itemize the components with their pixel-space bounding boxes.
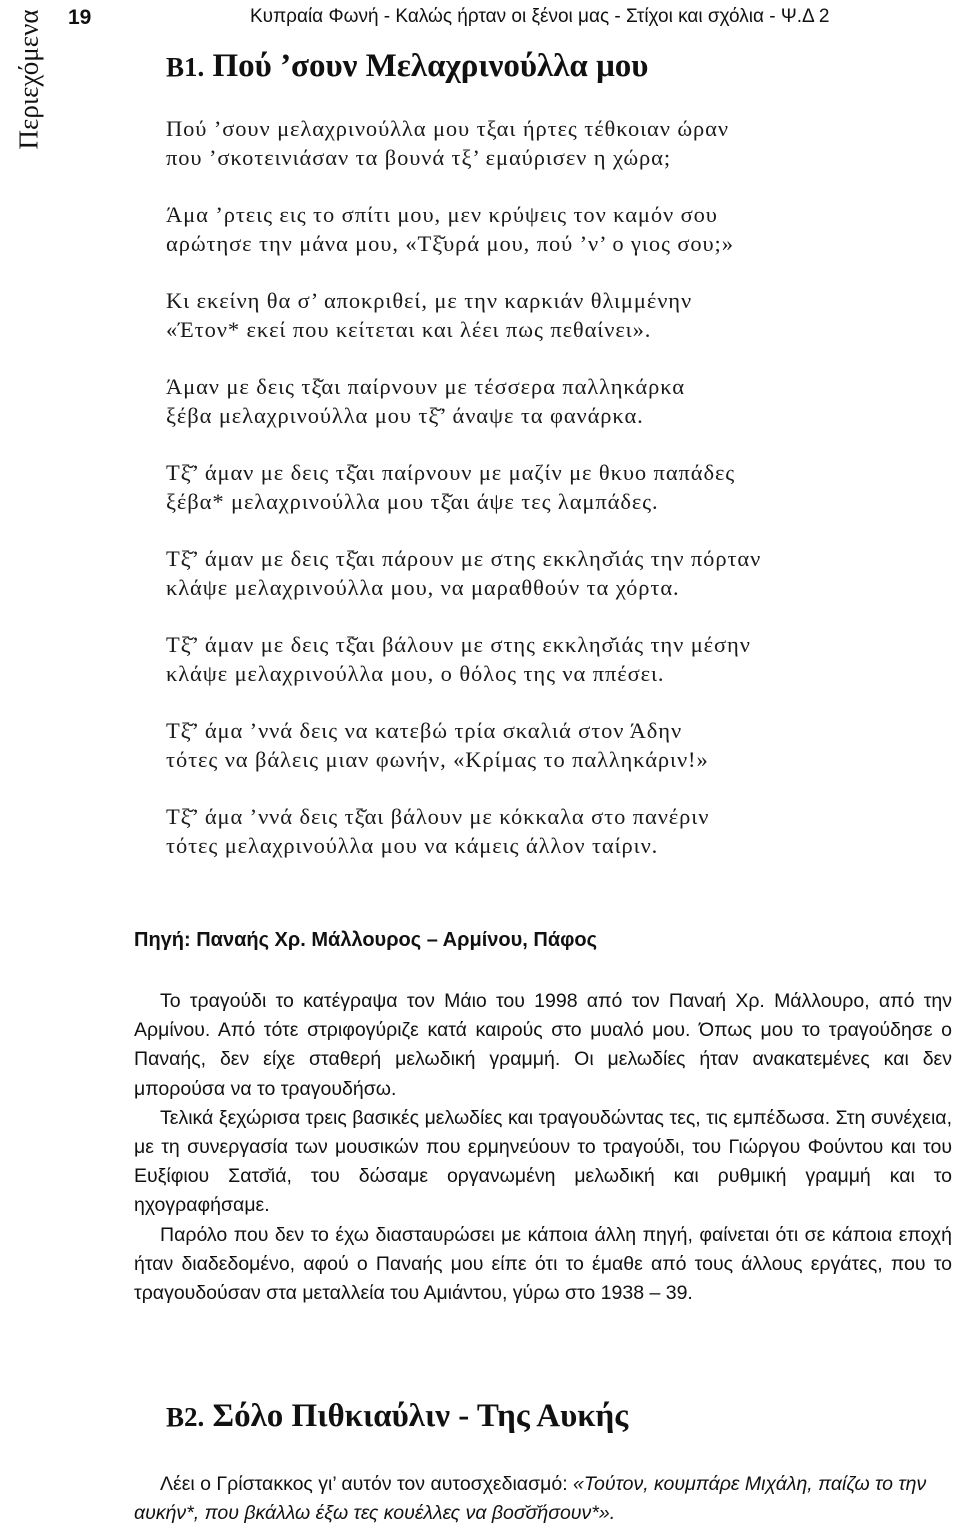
- poem-line: Άμαν με δεις τξ̆αι παίρνουν με τέσσερα παλληκάρκα: [166, 374, 685, 399]
- stanza: [166, 458, 946, 516]
- poem-line: Τξ̆’ άμαν με δεις τξ̆αι βάλουν με στης εκκλησ̆ιάς την μέσην: [166, 632, 751, 657]
- section-number: Β1.: [166, 52, 205, 82]
- stanza: [166, 200, 946, 258]
- contents-label: Περιεχόμενα: [13, 9, 44, 149]
- poem-line: Τξ̆’ άμα ’ννά δεις να κατεβώ τρία σκαλιά στον Άδην: [166, 718, 683, 743]
- commentary-paragraph: Τελικά ξεχώρισα τρεις βασικές μελωδίες και τραγουδώντας τες, τις εμπέδωσα. Στη συνέχεια, με τη συνεργασία των μουσικών που ερμηνεύουν το τραγούδι, του Γιώργου Φούντου και του Ευξίφιου Σατσ̆ιά, του δώσαμε οργανωμένη μελωδική και ρυθμική γραμμή και το ηχογραφήσαμε.: [134, 1106, 952, 1217]
- section-title-text: Σόλο Πιθκιαύλιν - Της Αυκής: [212, 1398, 629, 1434]
- poem-line: Τξ̆’ άμαν με δεις τξ̆αι πάρουν με στης εκκλησ̆ιάς την πόρταν: [166, 546, 762, 571]
- sidebar: [0, 0, 58, 1530]
- stanza: [166, 286, 946, 344]
- poem-line: που ’σκοτεινιάσαν τα βουνά τξ’ εμαύρισεν η χώρα;: [166, 145, 672, 170]
- intro-paragraph: [134, 1470, 952, 1528]
- commentary-paragraph: Το τραγούδι το κατέγραψα τον Μάιο του 1998 από τον Παναή Χρ. Μάλλουρο, από την Αρμίνου. Από τότε στριφογύριζε κατά καιρούς στο μυαλό μου. Όπως μου το τραγούδησε ο Παναής, δεν είχε σταθερή μελωδική γραμμή. Οι μελωδίες ήταν ανακατεμένες και δεν μπορούσα να το τραγουδήσω.: [134, 990, 952, 1100]
- poem-line: κλάψε μελαχρινούλλα μου, ο θόλος της να ππέσει.: [166, 661, 665, 686]
- section-title-text: Πού ’σουν Μελαχρινούλλα μου: [212, 48, 649, 84]
- poem-line: τότες να βάλεις μιαν φωνήν, «Κρίμας το παλληκάριν!»: [166, 747, 709, 772]
- poem-line: τότες μελαχρινούλλα μου να κάμεις άλλον ταίριν.: [166, 833, 659, 858]
- section-intro: [134, 1470, 952, 1528]
- poem-line: αρώτησε την μάνα μου, «Τξ̆υρά μου, πού ’ν’ ο γιος σου;»: [166, 231, 734, 256]
- poem-line: Τξ̆’ άμα ’ννά δεις τξ̆αι βάλουν με κόκκαλα στο πανέριν: [166, 804, 710, 829]
- poem: [166, 114, 946, 888]
- running-header: Κυπραία Φωνή - Καλώς ήρταν οι ξένοι μας - Στίχοι και σχόλια - Ψ.Δ 2: [250, 6, 830, 27]
- page-number: 19: [68, 6, 92, 29]
- poem-line: ξέβα* μελαχρινούλλα μου τξ̆αι άψε τες λαμπάδες.: [166, 489, 659, 514]
- poem-line: Άμα ’ρτεις εις το σπίτι μου, μεν κρύψεις τον καμόν σου: [166, 202, 718, 227]
- poem-line: κλάψε μελαχρινούλλα μου, να μαραθθούν τα χόρτα.: [166, 575, 680, 600]
- contents-link[interactable]: [4, 4, 54, 154]
- commentary-paragraph: Παρόλο που δεν το έχω διασταυρώσει με κάποια άλλη πηγή, φαίνεται ότι σε κάποια εποχή ήταν διαδεδομένο, αφού ο Παναής μου είπε ότι το έμαθε από τους άλλους εργάτες, που το τραγουδούσαν στα μεταλλεία του Αμιάντου, γύρω στο 1938 – 39.: [134, 1223, 952, 1305]
- stanza: [166, 372, 946, 430]
- poem-line: «Έτον* εκεί που κείτεται και λέει πως πεθαίνει».: [166, 317, 652, 342]
- stanza: [166, 716, 946, 774]
- section-title-b2: [166, 1398, 628, 1435]
- intro-text: Λέει ο Γρίστακκος γι’ αυτόν τον αυτοσχεδιασμό:: [160, 1473, 574, 1495]
- section-number: Β2.: [166, 1402, 205, 1432]
- commentary: [134, 987, 952, 1308]
- poem-line: Τξ̆’ άμαν με δεις τξ̆αι παίρνουν με μαζίν με θκυο παπάδες: [166, 460, 736, 485]
- poem-line: Πού ’σουν μελαχρινούλλα μου τξαι ήρτες τέθκοιαν ώραν: [166, 116, 729, 141]
- poem-line: ξέβα μελαχρινούλλα μου τξ̆’ άναψε τα φανάρκα.: [166, 403, 644, 428]
- intro-quote: «Τούτον, κουμπάρε Μιχάλη, παίζω το την αυκήν*, που βκάλλω έξω τες κουέλλες να βοσ̆σ̆ήσουν*».: [134, 1473, 927, 1525]
- source-line: Πηγή: Παναής Χρ. Μάλλουρος – Αρμίνου, Πάφος: [134, 929, 598, 951]
- section-title-b1: [166, 48, 648, 85]
- stanza: [166, 114, 946, 172]
- poem-line: Κι εκείνη θα σ’ αποκριθεί, με την καρκιάν θλιμμένην: [166, 288, 693, 313]
- stanza: [166, 544, 946, 602]
- stanza: [166, 802, 946, 860]
- stanza: [166, 630, 946, 688]
